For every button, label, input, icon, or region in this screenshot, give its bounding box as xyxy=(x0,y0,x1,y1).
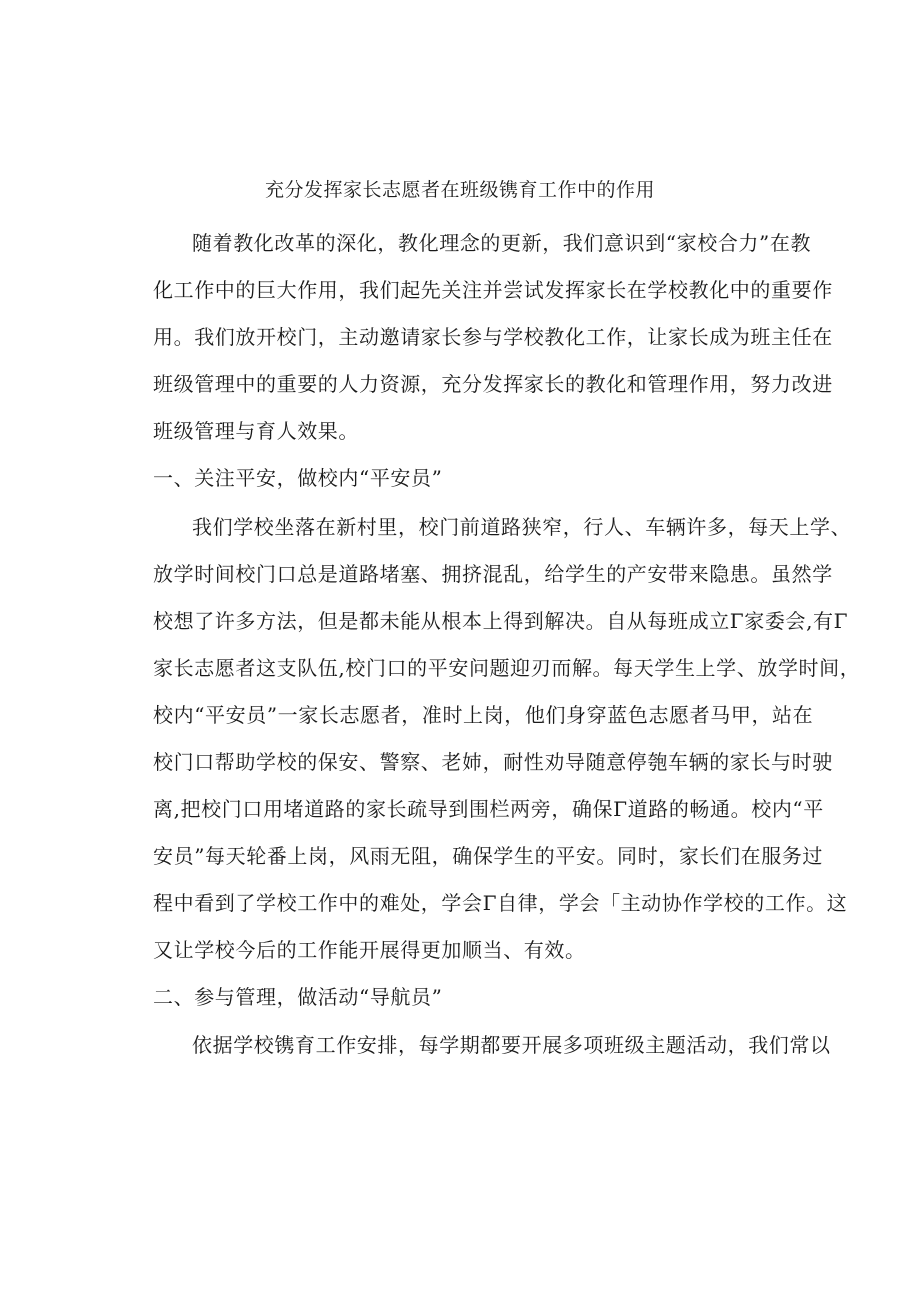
paragraph-line: 又让学校今后的工作能开展得更加顺当、有效。 xyxy=(153,938,586,962)
paragraph-line: 离,把校门口用堵道路的家长疏导到围栏两旁，确保Γ道路的畅通。校内“平 xyxy=(153,797,824,821)
paragraph-line: 用。我们放开校门，主动邀请家长参与学校教化工作，让家长成为班主任在 xyxy=(153,325,833,349)
paragraph-line: 程中看到了学校工作中的难处，学会Γ自律，学会「主动协作学校的工作。这 xyxy=(153,891,848,915)
paragraph-line: 家长志愿者这支队伍,校门口的平安问题迎刃而解。每天学生上学、放学时间， xyxy=(153,656,861,680)
section-heading-1: 一、关注平安，做校内“平安员” xyxy=(153,466,443,490)
document-title: 充分发挥家长志愿者在班级镌育工作中的作用 xyxy=(264,179,655,201)
paragraph-line: 安员”每天轮番上岗，风雨无阻，确保学生的平安。同时，家长们在服务过 xyxy=(153,844,824,868)
paragraph-line: 校内“平安员”一家长志愿者，准时上岗，他们身穿蓝色志愿者马甲，站在 xyxy=(153,703,814,727)
paragraph-line: 班级管理中的重要的人力资源，充分发挥家长的教化和管理作用，努力改进 xyxy=(153,372,833,396)
paragraph-line: 随着教化改革的深化，教化理念的更新，我们意识到“家校合力”在教 xyxy=(192,231,812,255)
paragraph-line: 放学时间校门口总是道路堵塞、拥挤混乱，给学生的产安带来隐患。虽然学 xyxy=(153,562,833,586)
paragraph-line: 我们学校坐落在新村里，校门前道路狭窄，行人、车辆许多，每天上学、 xyxy=(192,515,852,539)
section-heading-2: 二、参与管理，做活动“导航员” xyxy=(153,985,443,1009)
paragraph-line: 校门口帮助学校的保安、警察、老姉，耐性劝导随意停匏车辆的家长与时驶 xyxy=(153,750,833,774)
paragraph-line: 校想了许多方法，但是都未能从根本上得到解决。自从每班成立Γ家委会,有Γ xyxy=(153,609,849,633)
paragraph-line: 班级管理与育人效果。 xyxy=(153,419,359,443)
paragraph-line: 依据学校镌育工作安排，每学期都要开展多项班级主题活动，我们常以 xyxy=(192,1033,831,1057)
paragraph-line: 化工作中的巨大作用，我们起先关注并尝试发挥家长在学校教化中的重要作 xyxy=(153,278,833,302)
